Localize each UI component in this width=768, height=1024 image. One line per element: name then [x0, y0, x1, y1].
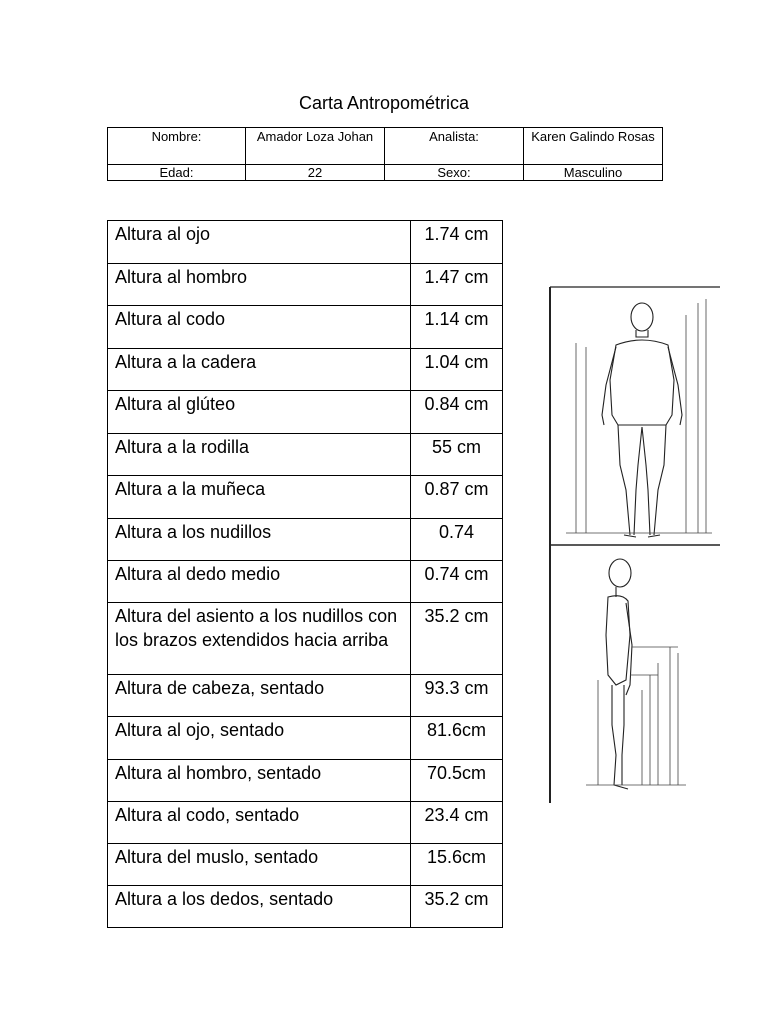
measurement-value: 70.5cm — [411, 760, 503, 802]
analista-value: Karen Galindo Rosas — [524, 128, 663, 165]
measurement-value: 0.84 cm — [411, 391, 503, 434]
measurement-row — [108, 519, 503, 561]
sexo-value: Masculino — [524, 165, 663, 181]
front-view-figure — [602, 303, 682, 537]
measurement-row — [108, 717, 503, 760]
measurement-row — [108, 264, 503, 306]
measurement-label: Altura del muslo, sentado — [108, 844, 411, 886]
measurement-label: Altura a la muñeca — [108, 476, 411, 519]
measurement-value: 0.74 — [411, 519, 503, 561]
side-view-figure — [606, 559, 632, 789]
measurement-value: 81.6cm — [411, 717, 503, 760]
measurement-label: Altura del asiento a los nudillos con los brazos extendidos hacia arriba — [108, 603, 411, 675]
measurements-table — [107, 220, 503, 928]
measurement-label: Altura al hombro — [108, 264, 411, 306]
measurement-value: 0.87 cm — [411, 476, 503, 519]
analista-label: Analista: — [385, 128, 524, 165]
measurement-value: 1.14 cm — [411, 306, 503, 349]
measurement-label: Altura al glúteo — [108, 391, 411, 434]
measurement-label: Altura al ojo — [108, 221, 411, 264]
measurement-row — [108, 603, 503, 675]
measurement-label: Altura al ojo, sentado — [108, 717, 411, 760]
measurement-row — [108, 802, 503, 844]
measurement-value: 1.04 cm — [411, 349, 503, 391]
measurement-row — [108, 434, 503, 476]
measurement-label: Altura a los dedos, sentado — [108, 886, 411, 928]
measurement-label: Altura al codo, sentado — [108, 802, 411, 844]
measurement-value: 0.74 cm — [411, 561, 503, 603]
sexo-label: Sexo: — [385, 165, 524, 181]
measurement-row — [108, 391, 503, 434]
measurement-value: 35.2 cm — [411, 886, 503, 928]
measurement-row — [108, 349, 503, 391]
measurement-value: 15.6cm — [411, 844, 503, 886]
nombre-value: Amador Loza Johan — [246, 128, 385, 165]
page-title: Carta Antropométrica — [298, 93, 470, 113]
measurement-label: Altura a los nudillos — [108, 519, 411, 561]
measurement-row — [108, 306, 503, 349]
measurement-value: 93.3 cm — [411, 675, 503, 717]
measurement-row — [108, 476, 503, 519]
measurement-row — [108, 886, 503, 928]
measurement-value: 1.74 cm — [411, 221, 503, 264]
measurement-label: Altura al codo — [108, 306, 411, 349]
measurement-label: Altura a la cadera — [108, 349, 411, 391]
measurement-row — [108, 561, 503, 603]
measurement-label: Altura al dedo medio — [108, 561, 411, 603]
info-row-2 — [108, 165, 663, 181]
measurement-value: 23.4 cm — [411, 802, 503, 844]
measurement-label: Altura al hombro, sentado — [108, 760, 411, 802]
measurement-row — [108, 675, 503, 717]
info-table — [107, 127, 663, 181]
measurement-label: Altura de cabeza, sentado — [108, 675, 411, 717]
nombre-label: Nombre: — [108, 128, 246, 165]
measurement-value: 35.2 cm — [411, 603, 503, 675]
measurement-row — [108, 221, 503, 264]
info-row-1 — [108, 128, 663, 165]
measurement-row — [108, 760, 503, 802]
measurement-value: 55 cm — [411, 434, 503, 476]
measurement-value: 1.47 cm — [411, 264, 503, 306]
edad-label: Edad: — [108, 165, 246, 181]
measurement-row — [108, 844, 503, 886]
anthropometric-figure — [546, 285, 722, 805]
measurement-label: Altura a la rodilla — [108, 434, 411, 476]
edad-value: 22 — [246, 165, 385, 181]
